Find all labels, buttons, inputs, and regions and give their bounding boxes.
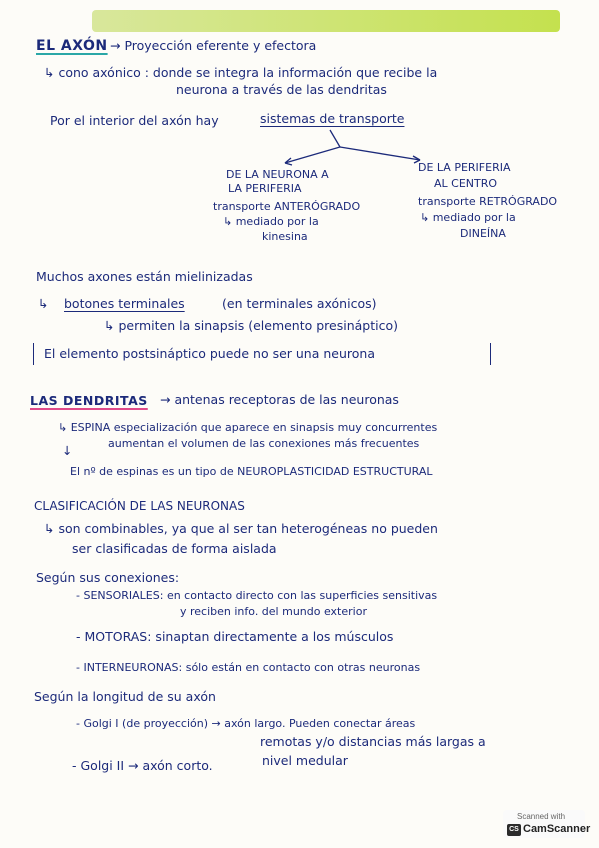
botones-arrow: ↳ (38, 296, 49, 311)
mielina-text: Muchos axones están mielinizadas (36, 269, 253, 284)
right-branch-1: DE LA PERIFERIA (418, 161, 511, 174)
left-branch-1: DE LA NEURONA A (226, 168, 329, 181)
dendritas-definition: → antenas receptoras de las neuronas (160, 392, 399, 407)
camscanner-logo-icon: CS (507, 824, 521, 836)
right-branch-2: AL CENTRO (434, 177, 498, 190)
espina-line-3: El nº de espinas es un tipo de NEUROPLASTICIDAD ESTRUCTURAL (70, 465, 433, 478)
clasificacion-line-2: ser clasificadas de forma aislada (72, 541, 277, 556)
botones-terminales: botones terminales (64, 296, 185, 311)
motoras-line: - MOTORAS: sinaptan directamente a los músculos (76, 629, 394, 644)
segmento-line-2: neurona a través de las dendritas (176, 82, 387, 97)
golgi1-line-1: - Golgi I (de proyección) → axón largo. Pueden conectar áreas (76, 717, 416, 730)
clasificacion-title: CLASIFICACIÓN DE LAS NEURONAS (34, 499, 245, 513)
camscanner-stamp (503, 810, 591, 838)
golgi2-line: - Golgi II → axón corto. (72, 758, 213, 773)
golgi1-line-3: nivel medular (262, 753, 348, 768)
axon-title: EL AXÓN (36, 38, 108, 54)
axon-definition: → Proyección eferente y efectora (110, 38, 317, 53)
left-branch-5: kinesina (262, 230, 308, 243)
espina-line-2: aumentan el volumen de las conexiones más frecuentes (108, 437, 420, 450)
interior-text: Por el interior del axón hay (50, 113, 219, 128)
golgi1-line-2: remotas y/o distancias más largas a (260, 734, 486, 749)
left-branch-4: ↳ mediado por la (223, 215, 319, 228)
camscanner-name: CamScanner (523, 823, 591, 835)
right-branch-3: transporte RETRÓGRADO (418, 195, 558, 208)
transport-systems: sistemas de transporte (260, 111, 405, 126)
clasificacion-line-1: ↳ son combinables, ya que al ser tan heterogéneas no pueden (44, 521, 438, 536)
interneuronas-line: - INTERNEURONAS: sólo están en contacto con otras neuronas (76, 661, 421, 674)
right-branch-5: DINEÍNA (460, 227, 506, 240)
longitud-title: Según la longitud de su axón (34, 689, 216, 704)
left-branch-2: LA PERIFERIA (228, 182, 302, 195)
conexiones-title: Según sus conexiones: (36, 570, 180, 585)
sinapsis-text: ↳ permiten la sinapsis (elemento presináptico) (104, 318, 399, 333)
sensoriales-line-2: y reciben info. del mundo exterior (180, 605, 367, 618)
scanned-with-text: Scanned with (517, 812, 566, 821)
postsinaptico-text: El elemento postsináptico puede no ser una neurona (44, 346, 375, 361)
espina-arrow: ↓ (62, 443, 73, 458)
segmento-line-1: ↳ cono axónico : donde se integra la información que recibe la (44, 65, 438, 80)
sensoriales-line-1: - SENSORIALES: en contacto directo con las superficies sensitivas (76, 589, 438, 602)
espina-line-1: ↳ ESPINA especialización que aparece en sinapsis muy concurrentes (58, 421, 438, 434)
dendritas-title: LAS DENDRITAS (30, 393, 148, 408)
botones-paren: (en terminales axónicos) (222, 296, 377, 311)
left-branch-3: transporte ANTERÓGRADO (213, 200, 361, 213)
right-branch-4: ↳ mediado por la (420, 211, 516, 224)
